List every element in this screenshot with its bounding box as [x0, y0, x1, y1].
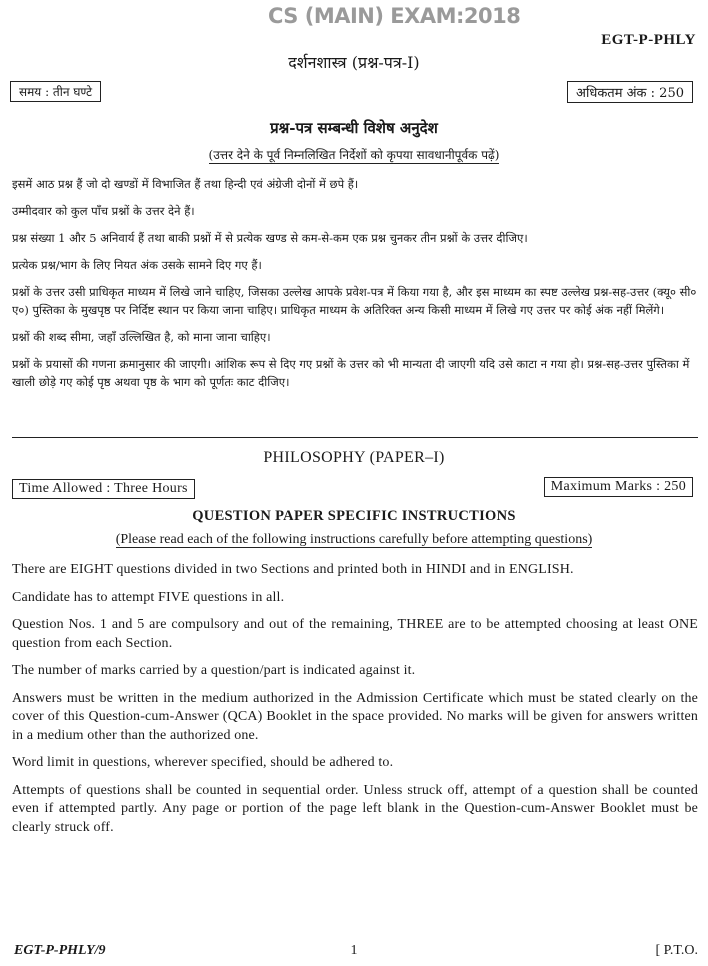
section-divider	[12, 437, 698, 438]
hindi-instructions-list	[12, 175, 698, 400]
english-instructions-list	[12, 561, 698, 846]
english-marks-box: Maximum Marks : 250	[544, 477, 693, 497]
hindi-instruction: इसमें आठ प्रश्न हैं जो दो खण्डों में विभाजित हैं तथा हिन्दी एवं अंग्रेजी दोनों में छपे हैं।	[12, 177, 359, 191]
hindi-paper-title: दर्शनशास्त्र (प्रश्न-पत्र-I)	[288, 53, 420, 72]
hindi-instruction: प्रश्न संख्या 1 और 5 अनिवार्य हैं तथा बाकी प्रश्नों में से प्रत्येक खण्ड से कम-से-कम एक प्रश्न चुनकर तीन प्रश्नों के उत्तर दीजिए।	[12, 231, 528, 245]
hindi-instruction: प्रश्नों के उत्तर उसी प्राधिकृत माध्यम में लिखे जाने चाहिए, जिसका उल्लेख आपके प्रवेश-पत्र में किया गया है, और इस माध्यम का स्पष्ट उल्लेख प्रश्न-सह-उत्तर (क्यू० सी० ए०) पुस्तिका के मुखपृष्ठ पर निर्दिष्ट स्थान पर किया जाना चाहिए। प्राधिकृत माध्यम के अतिरिक्त अन्य किसी माध्यम में लिखे गए उत्तर पर कोई अंक नहीं मिलेंगे।	[12, 285, 697, 317]
english-instructions-subheading: (Please read each of the following instructions carefully before attempting questions)	[115, 532, 593, 547]
english-time-box: Time Allowed : Three Hours	[12, 479, 195, 499]
english-instruction: There are EIGHT questions divided in two Sections and printed both in HINDI and in ENGLISH.	[12, 562, 574, 577]
english-instruction: Word limit in questions, wherever specified, should be adhered to.	[12, 755, 394, 770]
hindi-instruction: प्रश्नों की शब्द सीमा, जहाँ उल्लिखित है, को माना जाना चाहिए।	[12, 330, 271, 344]
hindi-instructions-heading: प्रश्न-पत्र सम्बन्धी विशेष अनुदेश	[270, 119, 438, 137]
english-instruction: Answers must be written in the medium authorized in the Admission Certificate which must be stated clearly on the cover of this Question-cum-Answer (QCA) Booklet in the space provided. No marks will be given for answers written in a medium other than the authorized one.	[12, 690, 698, 743]
english-instruction: Attempts of questions shall be counted in sequential order. Unless struck off, attempt of a question shall be counted even if attempted partly. Any page or portion of the page left blank in the Question-cum-Answer Booklet must be clearly struck off.	[12, 782, 698, 835]
hindi-instructions-subheading-wrap	[0, 146, 708, 163]
english-instruction: Candidate has to attempt FIVE questions in all.	[12, 589, 285, 605]
english-paper-title: PHILOSOPHY (PAPER–I)	[263, 449, 445, 466]
hindi-marks-box: अधिकतम अंक : 250	[567, 81, 693, 103]
exam-stamp: CS (MAIN) EXAM:2018	[268, 4, 521, 28]
english-instructions-heading: QUESTION PAPER SPECIFIC INSTRUCTIONS	[192, 508, 516, 524]
english-instruction: The number of marks carried by a question/part is indicated against it.	[12, 663, 416, 678]
hindi-instruction: उम्मीदवार को कुल पाँच प्रश्नों के उत्तर देने हैं।	[12, 204, 195, 218]
paper-code: EGT-P-PHLY	[601, 32, 696, 48]
english-instruction: Question Nos. 1 and 5 are compulsory and out of the remaining, THREE are to be attempted choosing at least ONE question from each Section.	[12, 617, 698, 651]
english-instructions-subheading-wrap	[0, 532, 708, 548]
hindi-instruction: प्रत्येक प्रश्न/भाग के लिए नियत अंक उसके सामने दिए गए हैं।	[12, 258, 262, 272]
page-number: 1	[350, 943, 358, 958]
hindi-instruction: प्रश्नों के प्रयासों की गणना क्रमानुसार की जाएगी। आंशिक रूप से दिए गए प्रश्नों के उत्तर को भी मान्यता दी जाएगी यदि उसे काटा न गया हो। प्रश्न-सह-उत्तर पुस्तिका में खाली छोड़े गए कोई पृष्ठ अथवा पृष्ठ के भाग को पूर्णतः काट दीजिए।	[12, 357, 690, 389]
footer-paper-code: EGT-P-PHLY/9	[14, 943, 106, 958]
hindi-time-box: समय : तीन घण्टे	[10, 81, 101, 102]
hindi-instructions-subheading: (उत्तर देने के पूर्व निम्नलिखित निर्देशों को कृपया सावधानीपूर्वक पढ़ें)	[208, 148, 500, 162]
please-turn-over: [ P.T.O.	[655, 943, 698, 958]
